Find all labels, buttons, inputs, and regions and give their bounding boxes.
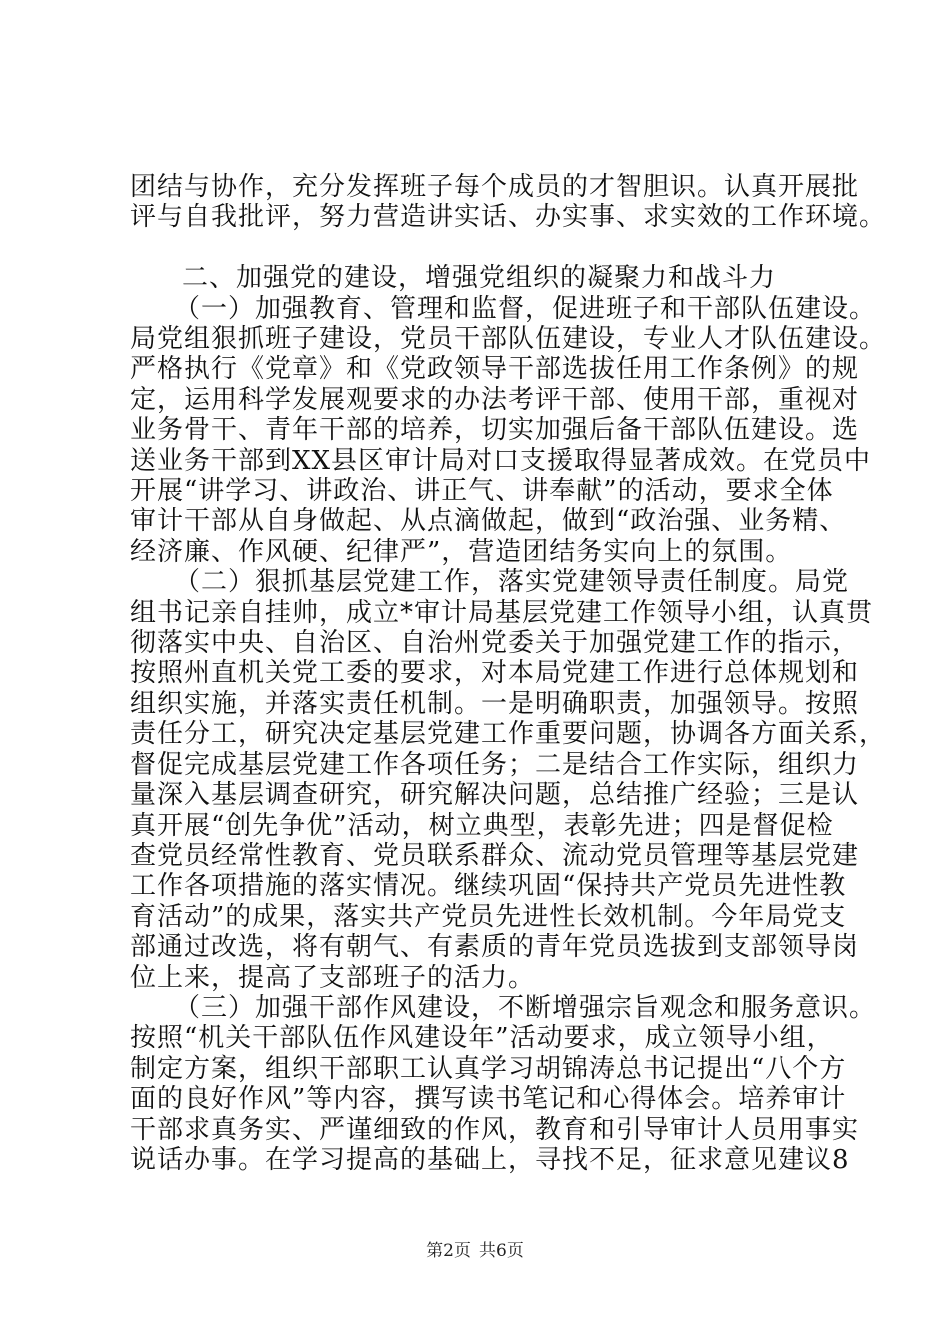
body-line: 评与自我批评，努力营造讲实话、办实事、求实效的工作环境。: [130, 202, 887, 233]
page-number: 第2页: [426, 1241, 471, 1261]
body-line: 量深入基层调查研究，研究解决问题，总结推广经验；三是认: [130, 780, 860, 811]
body-line: 制定方案，组织干部职工认真学习胡锦涛总书记提出“八个方: [130, 1053, 847, 1084]
body-line: 彻落实中央、自治区、自治州党委关于加强党建工作的指示，: [130, 628, 860, 659]
body-line: 经济廉、作风硬、纪律严”，营造团结务实向上的氛围。: [130, 536, 793, 567]
body-line: 真开展“创先争优”活动，树立典型，表彰先进；四是督促检: [130, 810, 834, 841]
body-line: 审计干部从自身做起、从点滴做起，做到“政治强、业务精、: [130, 506, 847, 537]
paragraph-first-line: （三）加强干部作风建设，不断增强宗旨观念和服务意识。: [174, 992, 877, 1023]
body-line: 育活动”的成果，落实共产党员先进性长效机制。今年局党支: [130, 901, 847, 932]
body-line: 局党组狠抓班子建设，党员干部队伍建设，专业人才队伍建设。: [130, 324, 887, 355]
body-line: 开展“讲学习、讲政治、讲正气、讲奉献”的活动，要求全体: [130, 476, 834, 507]
body-line: 位上来，提高了支部班子的活力。: [130, 962, 536, 993]
body-line: 督促完成基层党建工作各项任务；二是结合工作实际，组织力: [130, 749, 860, 780]
section-heading: 二、加强党的建设，增强党组织的凝聚力和战斗力: [182, 263, 777, 294]
body-line: 定，运用科学发展观要求的办法考评干部、使用干部，重视对: [130, 384, 860, 415]
page-footer: [0, 1240, 950, 1262]
body-line: 责任分工，研究决定基层党建工作重要问题，协调各方面关系，: [130, 719, 887, 750]
body-line: 查党员经常性教育、党员联系群众、流动党员管理等基层党建: [130, 840, 860, 871]
body-line: 组书记亲自挂帅，成立*审计局基层党建工作领导小组，认真贯: [130, 597, 874, 628]
paragraph-gap: [130, 233, 860, 263]
document-body: [130, 172, 887, 1175]
body-line: 部通过改选，将有朝气、有素质的青年党员选拔到支部领导岗: [130, 932, 860, 963]
page-total: 共6页: [479, 1241, 524, 1261]
paragraph-first-line: （二）狠抓基层党建工作，落实党建领导责任制度。局党: [174, 567, 850, 598]
paragraph-first-line: （一）加强教育、管理和监督，促进班子和干部队伍建设。: [174, 293, 877, 324]
body-line: 业务骨干、青年干部的培养，切实加强后备干部队伍建设。选: [130, 415, 860, 446]
body-line: 按照州直机关党工委的要求，对本局党建工作进行总体规划和: [130, 658, 860, 689]
body-line: 送业务干部到XX县区审计局对口支援取得显著成效。在党员中: [130, 445, 872, 476]
body-line: 按照“机关干部队伍作风建设年”活动要求，成立领导小组，: [130, 1023, 834, 1054]
body-line: 组织实施，并落实责任机制。一是明确职责，加强领导。按照: [130, 688, 860, 719]
body-line: 干部求真务实、严谨细致的作风，教育和引导审计人员用事实: [130, 1114, 860, 1145]
body-line: 说话办事。在学习提高的基础上，寻找不足，征求意见建议8: [130, 1144, 850, 1175]
body-line: 严格执行《党章》和《党政领导干部选拔任用工作条例》的规: [130, 354, 860, 385]
body-line: 面的良好作风”等内容，撰写读书笔记和心得体会。培养审计: [130, 1084, 847, 1115]
body-line: 团结与协作，充分发挥班子每个成员的才智胆识。认真开展批: [130, 172, 860, 202]
body-line: 工作各项措施的落实情况。继续巩固“保持共产党员先进性教: [130, 871, 847, 902]
